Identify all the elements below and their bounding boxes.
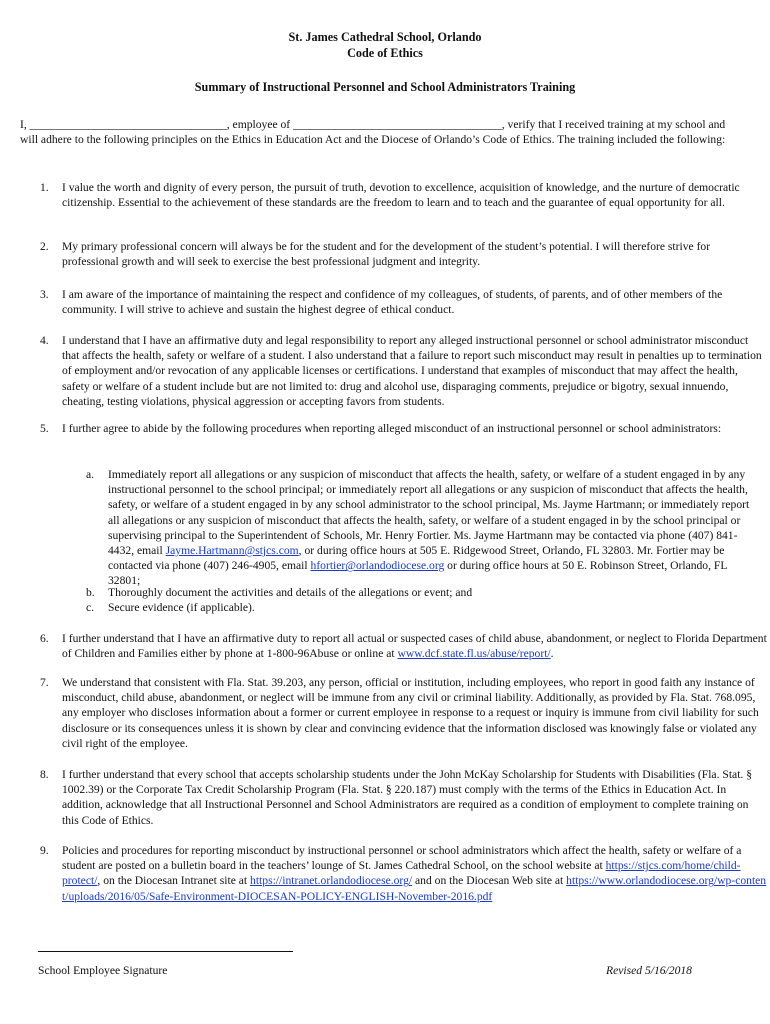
sub-item-letter: b. — [86, 586, 95, 599]
diocesan-policy-pdf-link[interactable]: https://www.orlandodiocese.org/wp-content/uploads/2016/05/Safe-Environment-DIOCESAN-POLICY-ENGLISH-November-2016.pdf — [62, 874, 767, 903]
item-number: 9. — [40, 844, 49, 857]
revised-date: Revised 5/16/2018 — [606, 964, 692, 977]
intro-paragraph: I, __________________________________, employee of ____________________________________, verify that I received training at my school and will adhere to the following principles on the Ethics in Education Act and the Diocese of Orlando’s Code of Ethics. The training included the following: — [20, 118, 726, 147]
item-text: I understand that I have an affirmative duty and legal responsibility to report any alleged instructional personnel or school administrator misconduct that affects the health, safety or welfare of a student. I also understand that a failure to report such misconduct may result in penalties up to termination of employment and/or revocation of any applicable licenses or certifications. I understand that examples of misconduct that may affect the health, safety or welfare of a student include but are not limited to: drug and alcohol use, disparaging comments, prejudice or bigotry, sexual innuendo, cheating, testing violations, physical aggression or accepting favors from students. — [62, 334, 762, 408]
item-number: 3. — [40, 288, 49, 301]
item-text: My primary professional concern will always be for the student and for the development of the student’s potential. I will therefore strive for professional growth and will seek to exercise the best professional judgment and integrity. — [62, 240, 711, 269]
sub-item-text — [108, 467, 758, 589]
school-name-heading: St. James Cathedral School, Orlando — [288, 30, 482, 44]
item-text-part: . — [550, 647, 554, 661]
item-text — [62, 631, 767, 661]
school-website-link[interactable]: https://stjcs.com/home/child-protect/ — [62, 859, 741, 888]
item-text-part: I further understand that I have an affirmative duty to report all actual or suspected cases of child abuse, abandonment, or neglect to Florida Department of Children and Families either by phone at 1-800-96Abuse or online at — [62, 632, 767, 661]
item-number: 2. — [40, 240, 49, 253]
item-text: I further agree to abide by the following procedures when reporting alleged misconduct of an instructional personnel or school administrators: — [62, 422, 722, 435]
sub-item-text-part: or during office hours at 50 E. Robinson Street, Orlando, FL 32801; — [108, 559, 727, 588]
code-of-ethics-heading: Code of Ethics — [347, 46, 423, 60]
diocesan-intranet-link[interactable]: https://intranet.orlandodiocese.org/ — [250, 874, 413, 888]
item-number: 5. — [40, 422, 49, 435]
item-number: 6. — [40, 632, 49, 645]
item-text: I value the worth and dignity of every person, the pursuit of truth, devotion to excellence, acquisition of knowledge, and the nurture of democratic citizenship. Essential to the achievement of these standards are the freedom to learn and to teach and the guarantee of equal opportunity for all. — [62, 181, 740, 210]
dcf-report-link[interactable]: www.dcf.state.fl.us/abuse/report/ — [397, 647, 551, 661]
item-number: 7. — [40, 676, 49, 689]
item-number: 4. — [40, 334, 49, 347]
item-text-part: and on the Diocesan Web site at — [412, 874, 567, 888]
item-text: I am aware of the importance of maintaining the respect and confidence of my colleagues, of students, of parents, and of other members of the community. I will strive to achieve and sustain the highest degree of ethical conduct. — [62, 288, 723, 317]
sub-item-letter: c. — [86, 601, 95, 614]
sub-item-letter: a. — [86, 468, 95, 481]
sub-item-text-part: Immediately report all allegations or any suspicion of misconduct that affects the health, safety, or welfare of a student engaged in by any instructional personnel to the school principal; or immediately report all allegations or any suspicion of misconduct that affects the health, safety, or welfare of a student engaged in by any school administrator to the school principal, Ms. Jayme Hartmann; or immediately report all allegations or any suspicion of misconduct that affects the health, safety, or welfare of a student engaged in by the school principal or supervising principal to the Superintendent of Schools, Mr. Henry Fortier. Ms. Jayme Hartmann may be contacted via phone (407) 841-4432, email — [108, 468, 750, 558]
item-text-part: Policies and procedures for reporting misconduct by instructional personnel or school administrators which affect the health, safety or welfare of a student are posted on a bulletin board in the teachers’ lounge of St. James Cathedral School, on the school website at — [62, 844, 742, 873]
sub-item-text: Thoroughly document the activities and details of the allegations or event; and — [108, 586, 473, 599]
item-text: I further understand that every school that accepts scholarship students under the John McKay Scholarship for Students with Disabilities (Fla. Stat. § 1002.39) or the Corporate Tax Credit Scholarship Program (Fla. Stat. § 220.187) must comply with the terms of the Ethics in Education Act. In addition, acknowledge that all Instructional Personnel and School Administrators are required as a condition of employment to complete training on this Code of Ethics. — [62, 768, 753, 827]
email-link-fortier[interactable]: hfortier@orlandodiocese.org — [310, 559, 445, 573]
sub-item-text-part: , or during office hours at 505 E. Ridgewood Street, Orlando, FL 32803. Mr. Fortier may be contacted via phone (407) 246-4905, email — [108, 544, 725, 573]
signature-label: School Employee Signature — [38, 964, 168, 977]
signature-line[interactable] — [38, 951, 293, 952]
sub-item-text: Secure evidence (if applicable). — [108, 601, 255, 614]
item-number: 1. — [40, 181, 49, 194]
email-link-hartmann[interactable]: Jayme.Hartmann@stjcs.com — [165, 544, 299, 558]
item-text: We understand that consistent with Fla. Stat. 39.203, any person, official or institution, including employees, who report in good faith any instance of misconduct, child abuse, abandonment, or neglect will be immune from any civil or criminal liability. Additionally, as provided by Fla. Stat. 768.095, any employer who discloses information about a former or current employee in response to a request or inquiry is immune from civil liability for such disclosure or its consequences unless it is shown by clear and convincing evidence that the information disclosed was knowingly false or violated any civil right of the employee. — [62, 676, 759, 750]
summary-heading: Summary of Instructional Personnel and School Administrators Training — [194, 80, 576, 94]
item-number: 8. — [40, 768, 49, 781]
item-text-part: , on the Diocesan Intranet site at — [97, 874, 251, 888]
item-text — [62, 843, 767, 904]
